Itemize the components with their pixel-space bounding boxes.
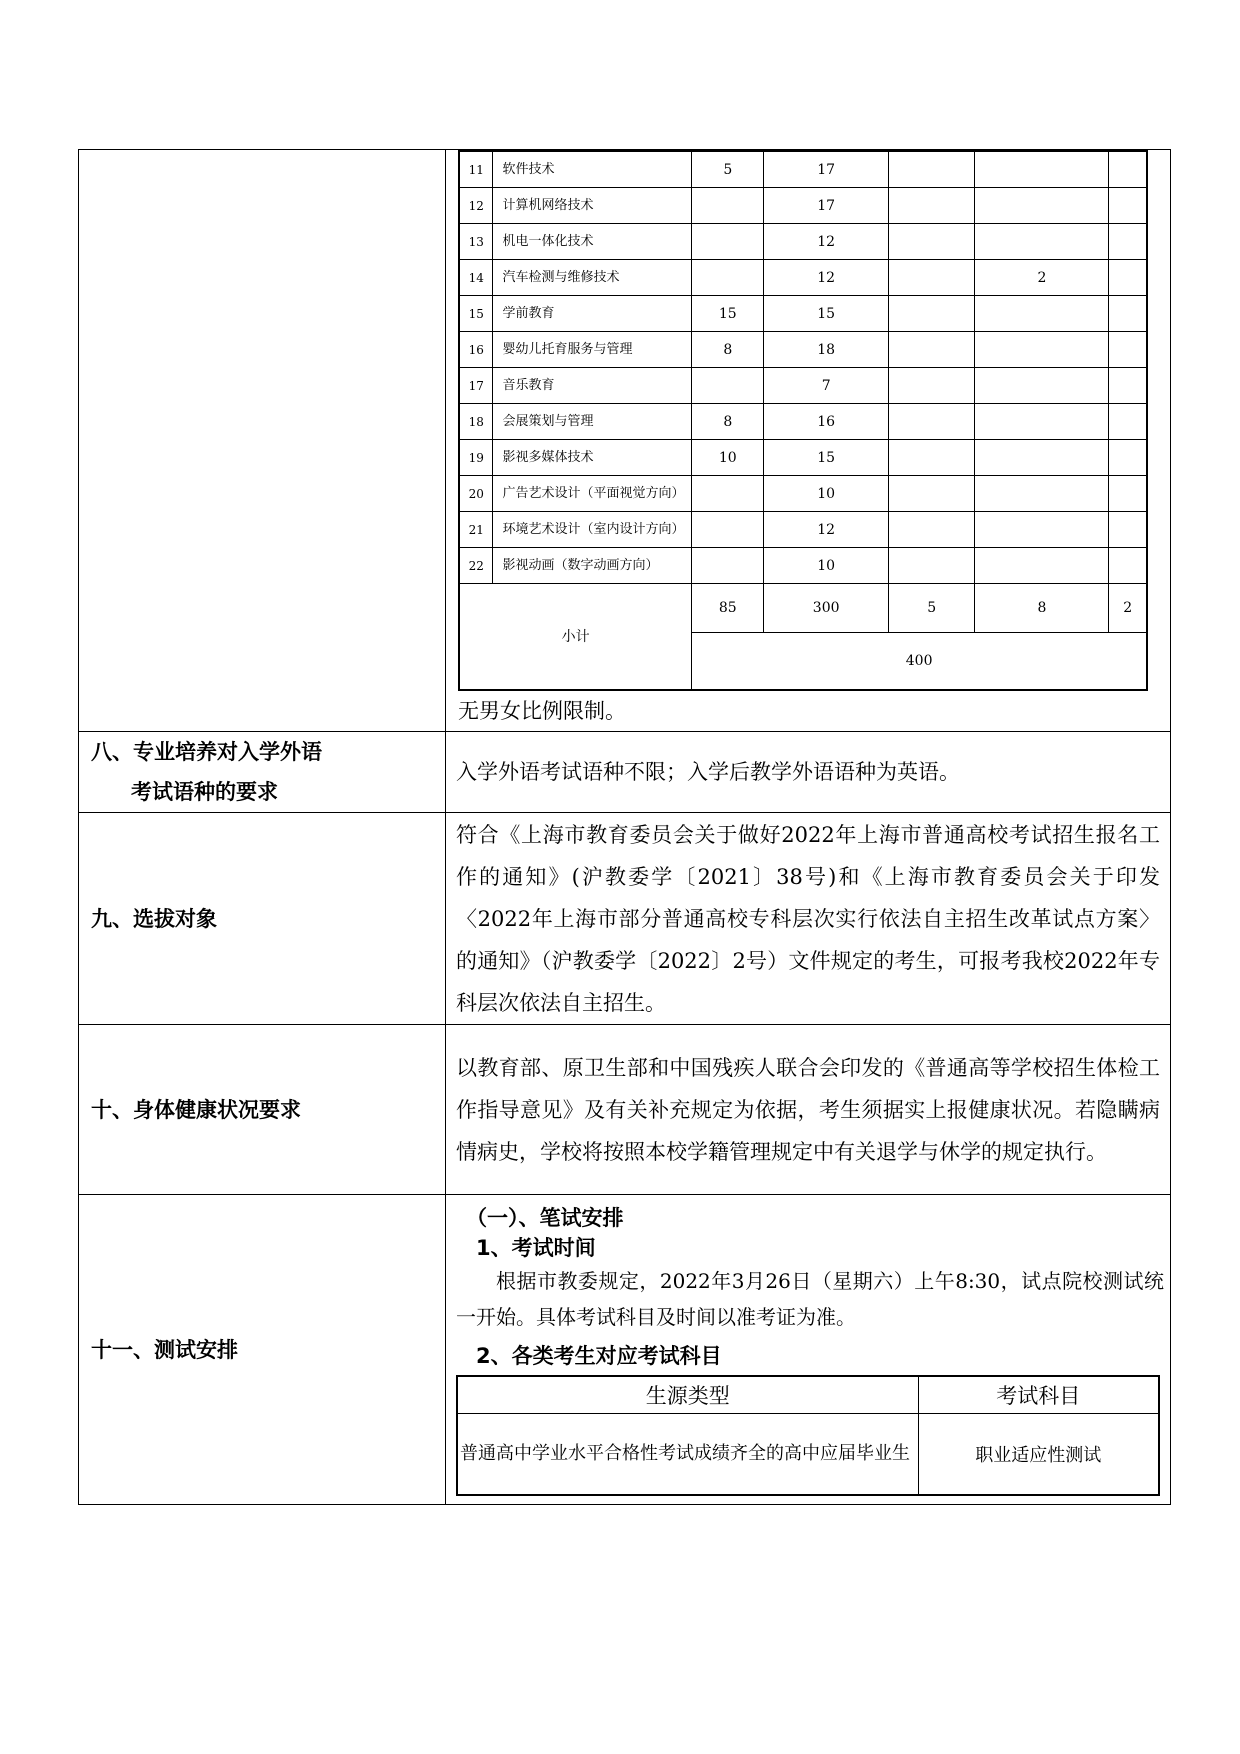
exam-subject-row <box>457 1414 1159 1496</box>
quota-row <box>459 151 1147 188</box>
quota-c1: 5 <box>692 151 764 188</box>
quota-c2: 17 <box>764 151 889 188</box>
quota-c5 <box>1109 296 1147 332</box>
quota-c1 <box>692 260 764 296</box>
quota-row <box>459 404 1147 440</box>
quota-row <box>459 476 1147 512</box>
major-name: 影视动画（数字动画方向） <box>493 548 692 584</box>
row-number: 13 <box>459 224 493 260</box>
quota-c3 <box>888 151 975 188</box>
row-number: 17 <box>459 368 493 404</box>
quota-c3 <box>888 512 975 548</box>
major-name: 环境艺术设计（室内设计方向） <box>493 512 692 548</box>
major-name: 机电一体化技术 <box>493 224 692 260</box>
row-number: 16 <box>459 332 493 368</box>
quota-c1 <box>692 548 764 584</box>
quota-c4 <box>975 296 1109 332</box>
quota-c3 <box>888 476 975 512</box>
section-9-label: 九、选拔对象 <box>79 813 446 1025</box>
quota-c4 <box>975 368 1109 404</box>
quota-c3 <box>888 260 975 296</box>
quota-c5 <box>1109 368 1147 404</box>
quota-row <box>459 260 1147 296</box>
header-source-type: 生源类型 <box>457 1376 918 1414</box>
row-number: 20 <box>459 476 493 512</box>
source-type-cell: 普通高中学业水平合格性考试成绩齐全的高中应届毕业生 <box>457 1414 918 1496</box>
quota-c2: 16 <box>764 404 889 440</box>
written-exam-heading: （一）、笔试安排 <box>466 1206 624 1230</box>
quota-c4 <box>975 224 1109 260</box>
quota-c4 <box>975 332 1109 368</box>
quota-c4 <box>975 476 1109 512</box>
subtotal-c1: 85 <box>692 584 764 633</box>
section-8-label <box>79 732 446 813</box>
major-name: 广告艺术设计（平面视觉方向） <box>493 476 692 512</box>
quota-row <box>459 332 1147 368</box>
quota-c5 <box>1109 260 1147 296</box>
quota-c1 <box>692 188 764 224</box>
quota-c5 <box>1109 548 1147 584</box>
quota-c4 <box>975 440 1109 476</box>
quota-row <box>459 188 1147 224</box>
row-number: 11 <box>459 151 493 188</box>
quota-c1 <box>692 512 764 548</box>
section-10-row <box>79 1025 1171 1195</box>
quota-c5 <box>1109 404 1147 440</box>
exam-subject-table <box>456 1375 1160 1496</box>
major-name: 音乐教育 <box>493 368 692 404</box>
major-name: 学前教育 <box>493 296 692 332</box>
section-11-label: 十一、测试安排 <box>79 1195 446 1505</box>
section-8-content: 入学外语考试语种不限；入学后教学外语语种为英语。 <box>446 732 1171 813</box>
quota-c5 <box>1109 188 1147 224</box>
quota-c3 <box>888 404 975 440</box>
quota-c1: 8 <box>692 332 764 368</box>
row-number: 18 <box>459 404 493 440</box>
quota-row <box>459 368 1147 404</box>
quota-c5 <box>1109 476 1147 512</box>
quota-row <box>459 224 1147 260</box>
section-11-row <box>79 1195 1171 1505</box>
quota-c2: 10 <box>764 548 889 584</box>
section-9-row <box>79 813 1171 1025</box>
quota-c4 <box>975 512 1109 548</box>
quota-c4 <box>975 151 1109 188</box>
quota-c1 <box>692 224 764 260</box>
row-number: 15 <box>459 296 493 332</box>
quota-c5 <box>1109 512 1147 548</box>
subtotal-row <box>459 584 1147 633</box>
quota-c5 <box>1109 151 1147 188</box>
exam-time-paragraph: 根据市教委规定，2022年3月26日（星期六）上午8:30，试点院校测试统一开始。具体考试科目及时间以准考证为准。 <box>456 1269 1164 1329</box>
header-exam-subject: 考试科目 <box>918 1376 1159 1414</box>
quota-section-content <box>446 150 1171 732</box>
subtotal-c2: 300 <box>764 584 889 633</box>
section-11-content <box>446 1195 1171 1505</box>
subtotal-c5: 2 <box>1109 584 1147 633</box>
total-value: 400 <box>692 633 1147 691</box>
quota-row <box>459 440 1147 476</box>
gender-ratio-note: 无男女比例限制。 <box>458 699 626 723</box>
row-number: 12 <box>459 188 493 224</box>
exam-subject-cell: 职业适应性测试 <box>918 1414 1159 1496</box>
quota-c3 <box>888 332 975 368</box>
exam-time-heading: 1、考试时间 <box>476 1236 596 1260</box>
quota-c1 <box>692 476 764 512</box>
quota-c2: 12 <box>764 260 889 296</box>
exam-subjects-heading: 2、各类考生对应考试科目 <box>476 1344 722 1368</box>
quota-c2: 10 <box>764 476 889 512</box>
quota-c1: 10 <box>692 440 764 476</box>
row-number: 21 <box>459 512 493 548</box>
section-8-row <box>79 732 1171 813</box>
quota-row <box>459 548 1147 584</box>
section-8-label-line1: 八、专业培养对入学外语 <box>91 740 322 764</box>
quota-row <box>459 296 1147 332</box>
quota-c2: 17 <box>764 188 889 224</box>
quota-c3 <box>888 548 975 584</box>
subtotal-c4: 8 <box>975 584 1109 633</box>
quota-c3 <box>888 296 975 332</box>
quota-c3 <box>888 224 975 260</box>
quota-section-row <box>79 150 1171 732</box>
quota-c2: 12 <box>764 224 889 260</box>
row-number: 14 <box>459 260 493 296</box>
quota-c4: 2 <box>975 260 1109 296</box>
exam-subject-header-row <box>457 1376 1159 1414</box>
row-number: 19 <box>459 440 493 476</box>
subtotal-label: 小计 <box>459 584 692 691</box>
quota-c2: 15 <box>764 296 889 332</box>
quota-c3 <box>888 188 975 224</box>
quota-c4 <box>975 188 1109 224</box>
quota-c5 <box>1109 332 1147 368</box>
quota-row <box>459 512 1147 548</box>
row-number: 22 <box>459 548 493 584</box>
major-name: 会展策划与管理 <box>493 404 692 440</box>
quota-c1 <box>692 368 764 404</box>
subtotal-c3: 5 <box>888 584 975 633</box>
major-name: 软件技术 <box>493 151 692 188</box>
major-name: 婴幼儿托育服务与管理 <box>493 332 692 368</box>
quota-c2: 18 <box>764 332 889 368</box>
quota-c2: 7 <box>764 368 889 404</box>
admission-info-table <box>78 149 1171 1505</box>
quota-c2: 15 <box>764 440 889 476</box>
quota-c2: 12 <box>764 512 889 548</box>
quota-section-label-cell <box>79 150 446 732</box>
quota-table <box>458 150 1148 691</box>
quota-c5 <box>1109 224 1147 260</box>
major-name: 汽车检测与维修技术 <box>493 260 692 296</box>
quota-c3 <box>888 440 975 476</box>
section-10-label: 十、身体健康状况要求 <box>79 1025 446 1195</box>
section-10-content: 以教育部、原卫生部和中国残疾人联合会印发的《普通高等学校招生体检工作指导意见》及有关补充规定为依据，考生须据实上报健康状况。若隐瞒病情病史，学校将按照本校学籍管理规定中有关退学与休学的规定执行。 <box>446 1025 1171 1195</box>
quota-c1: 15 <box>692 296 764 332</box>
quota-c4 <box>975 548 1109 584</box>
quota-c1: 8 <box>692 404 764 440</box>
quota-c4 <box>975 404 1109 440</box>
major-name: 影视多媒体技术 <box>493 440 692 476</box>
quota-c5 <box>1109 440 1147 476</box>
section-8-label-line2: 考试语种的要求 <box>131 780 278 804</box>
quota-c3 <box>888 368 975 404</box>
major-name: 计算机网络技术 <box>493 188 692 224</box>
section-9-content: 符合《上海市教育委员会关于做好2022年上海市普通高校考试招生报名工作的通知》(沪教委学〔2021〕38号)和《上海市教育委员会关于印发〈2022年上海市部分普通高校专科层次实行依法自主招生改革试点方案〉的通知》（沪教委学〔2022〕2号）文件规定的考生，可报考我校2022年专科层次依法自主招生。 <box>446 813 1171 1025</box>
